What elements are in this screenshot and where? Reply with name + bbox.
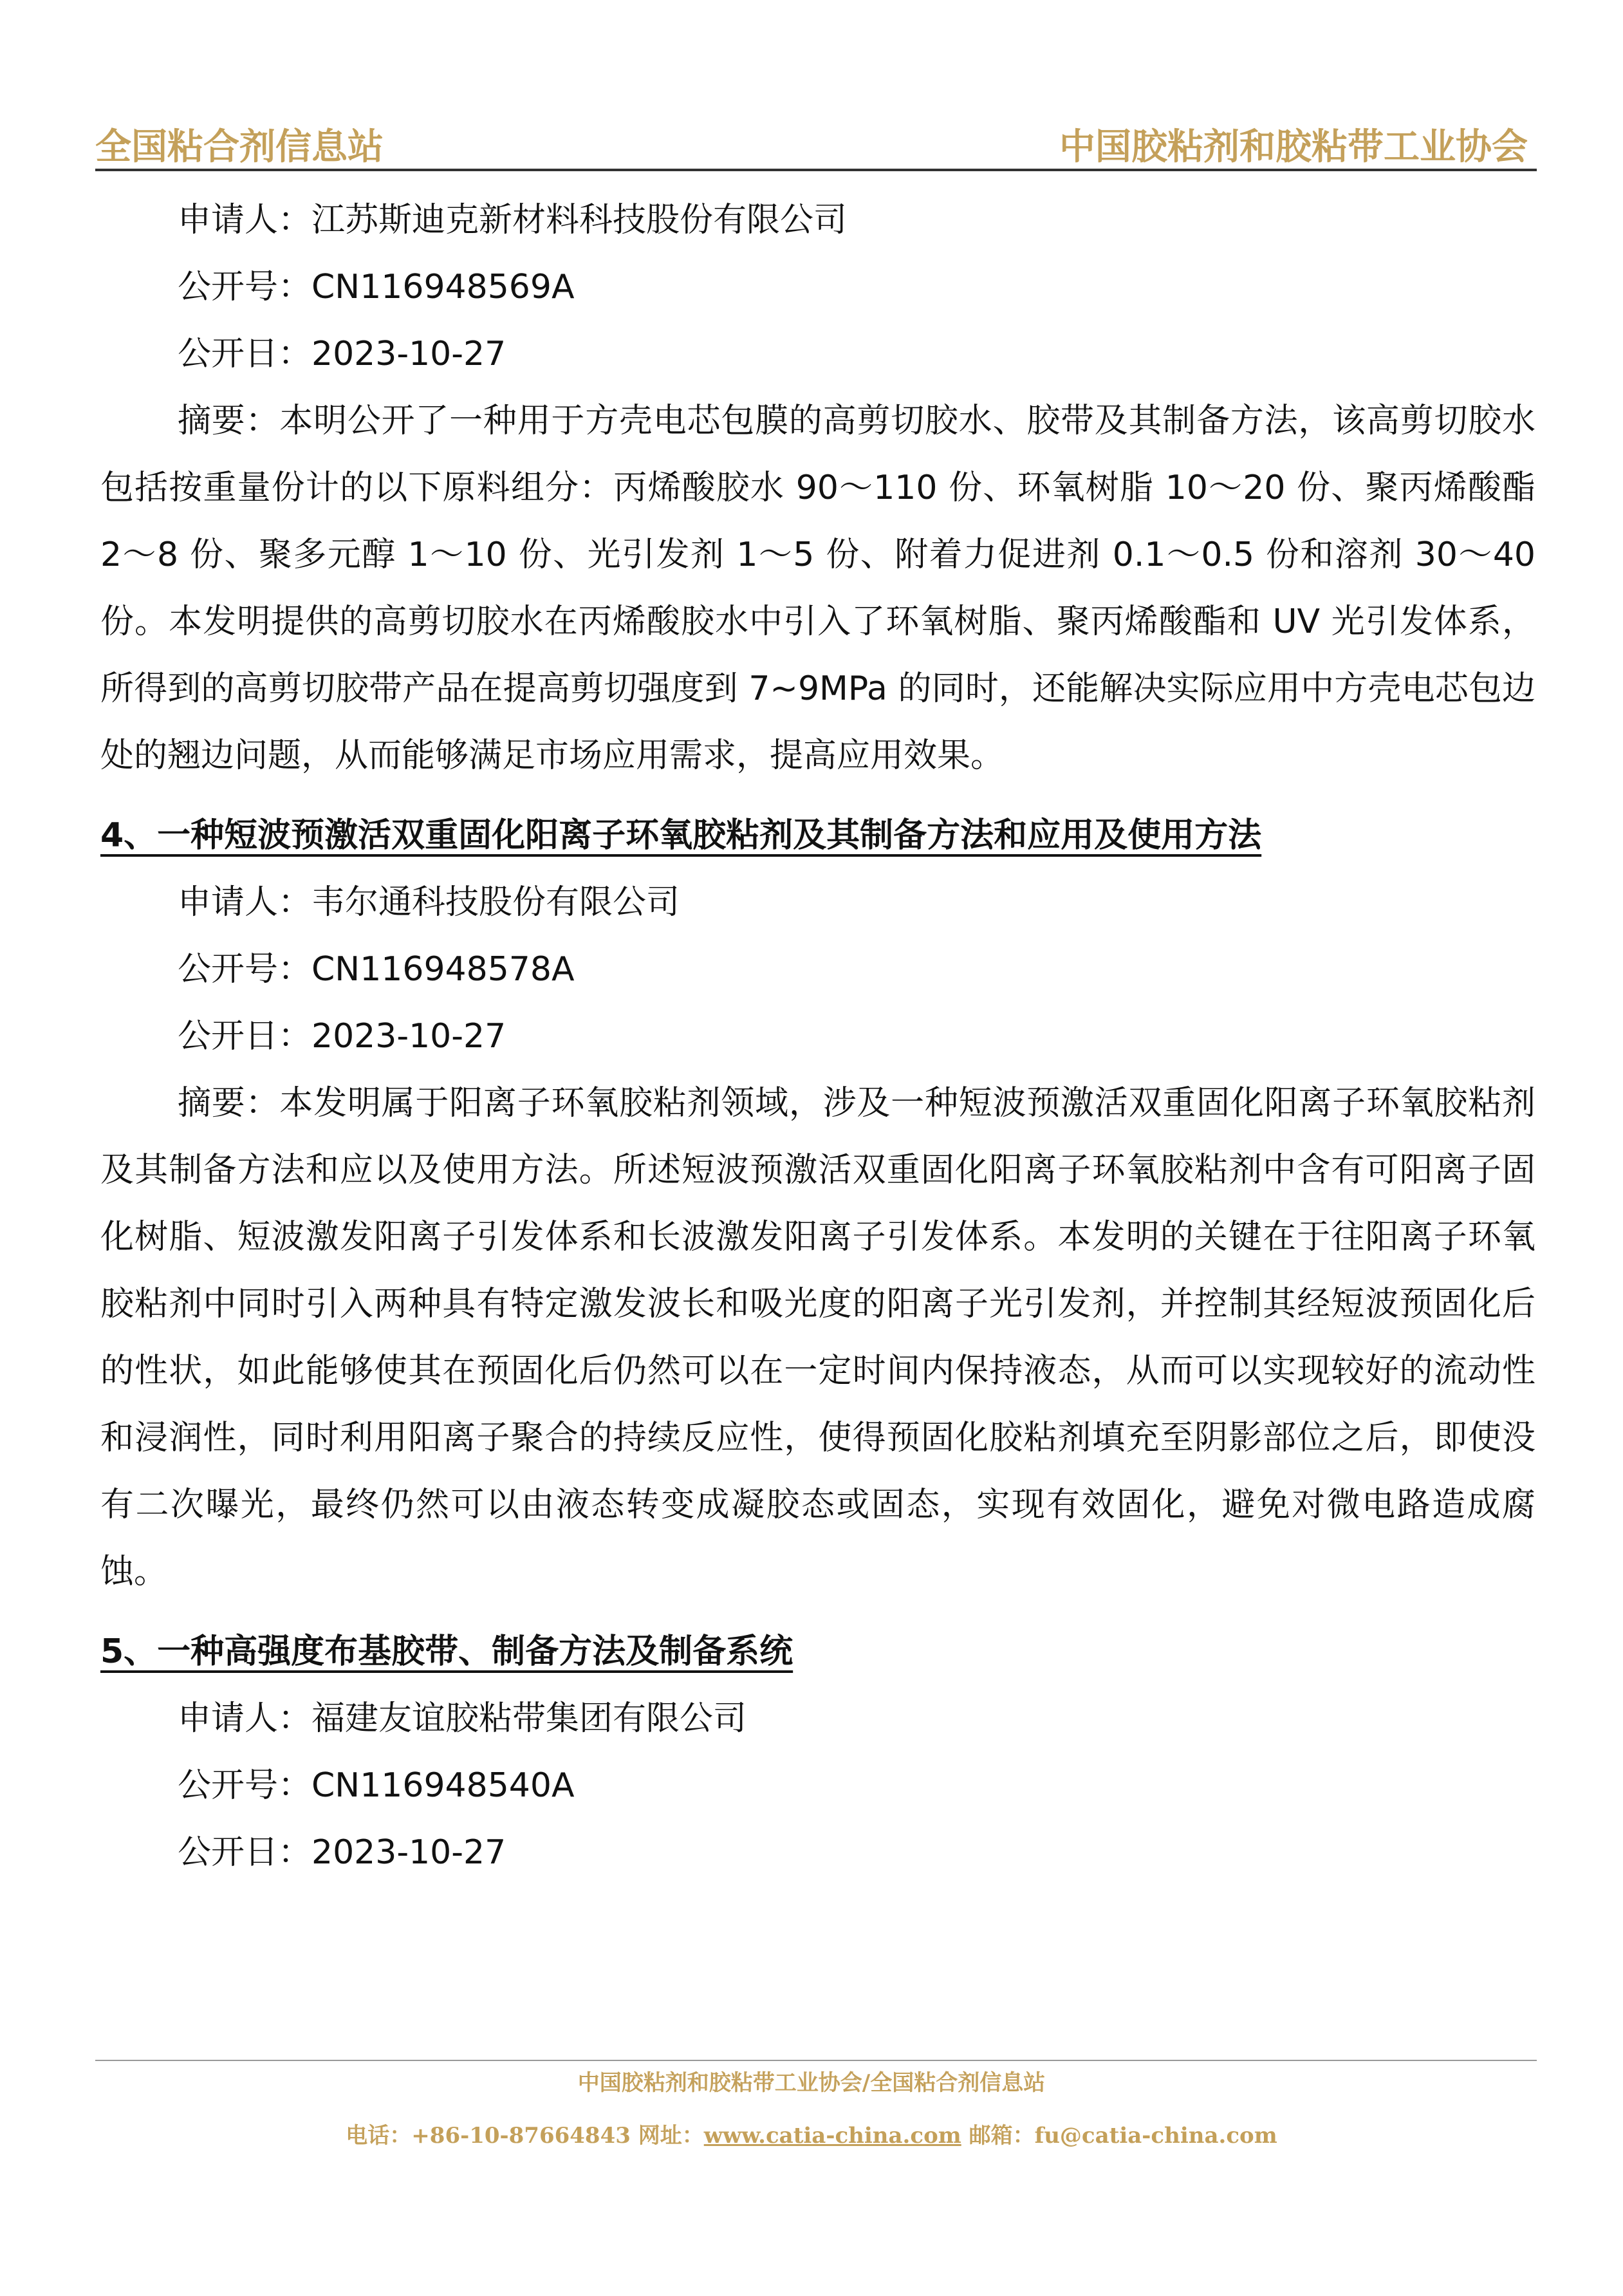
entry3-abstract: 摘要：本明公开了一种用于方壳电芯包膜的高剪切胶水、胶带及其制备方法，该高剪切胶水包括按重量份计的以下原料组分：丙烯酸胶水 90～110 份、环氧树脂 10～20 份、聚丙烯酸酯 2～8 份、聚多元醇 1～10 份、光引发剂 1～5 份、附着力促进剂 0.1～0.5 份和溶剂 30～40 份。本发明提供的高剪切胶水在丙烯酸胶水中引入了环氧树脂、聚丙烯酸酯和 UV 光引发体系，所得到的高剪切胶带产品在提高剪切强度到 7~9MPa 的同时，还能解决实际应用中方壳电芯包边处的翘边问题，从而能够满足市场应用需求，提高应用效果。	[100, 402, 1535, 775]
entry5-title-text: 5、一种高强度布基胶带、制备方法及制备系统	[100, 1632, 793, 1671]
header-site-name: 全国粘合剂信息站	[95, 126, 384, 168]
entry3-publication-number: 公开号：CN116948569A	[178, 268, 575, 306]
header-association-name: 中国胶粘剂和胶粘带工业协会	[1059, 126, 1528, 168]
entry5-title	[100, 1618, 1535, 1685]
footer-divider	[95, 2060, 1537, 2061]
entry4-title-text: 4、一种短波预激活双重固化阳离子环氧胶粘剂及其制备方法和应用及使用方法	[100, 816, 1262, 855]
entry5-applicant: 申请人：福建友谊胶粘带集团有限公司	[178, 1699, 747, 1738]
document-body	[100, 187, 1535, 1886]
footer-website-link[interactable]: www.catia-china.com	[703, 2123, 961, 2149]
entry3-publication-date: 公开日：2023-10-27	[178, 335, 506, 373]
footer-contact	[0, 2118, 1623, 2149]
page-header	[95, 109, 1537, 171]
entry4-abstract: 摘要：本发明属于阳离子环氧胶粘剂领域，涉及一种短波预激活双重固化阳离子环氧胶粘剂及其制备方法和应以及使用方法。所述短波预激活双重固化阳离子环氧胶粘剂中含有可阳离子固化树脂、短波激发阳离子引发体系和长波激发阳离子引发体系。本发明的关键在于往阳离子环氧胶粘剂中同时引入两种具有特定激发波长和吸光度的阳离子光引发剂，并控制其经短波预固化后的性状，如此能够使其在预固化后仍然可以在一定时间内保持液态，从而可以实现较好的流动性和浸润性，同时利用阳离子聚合的持续反应性，使得预固化胶粘剂填充至阴影部位之后，即使没有二次曝光，最终仍然可以由液态转变成凝胶态或固态，实现有效固化，避免对微电路造成腐蚀。	[100, 1084, 1535, 1591]
footer-organization: 中国胶粘剂和胶粘带工业协会/全国粘合剂信息站	[577, 2070, 1046, 2096]
entry4-applicant: 申请人：韦尔通科技股份有限公司	[178, 883, 680, 922]
footer-email: 邮箱：fu@catia-china.com	[961, 2123, 1277, 2149]
entry5-publication-number: 公开号：CN116948540A	[178, 1766, 575, 1805]
entry5-publication-date: 公开日：2023-10-27	[178, 1833, 506, 1872]
entry4-title	[100, 802, 1535, 869]
entry4-publication-date: 公开日：2023-10-27	[178, 1017, 506, 1056]
footer-phone: 电话：+86-10-87664843 网址：	[346, 2123, 704, 2149]
entry3-applicant: 申请人：江苏斯迪克新材料科技股份有限公司	[178, 201, 848, 239]
entry4-publication-number: 公开号：CN116948578A	[178, 950, 575, 989]
